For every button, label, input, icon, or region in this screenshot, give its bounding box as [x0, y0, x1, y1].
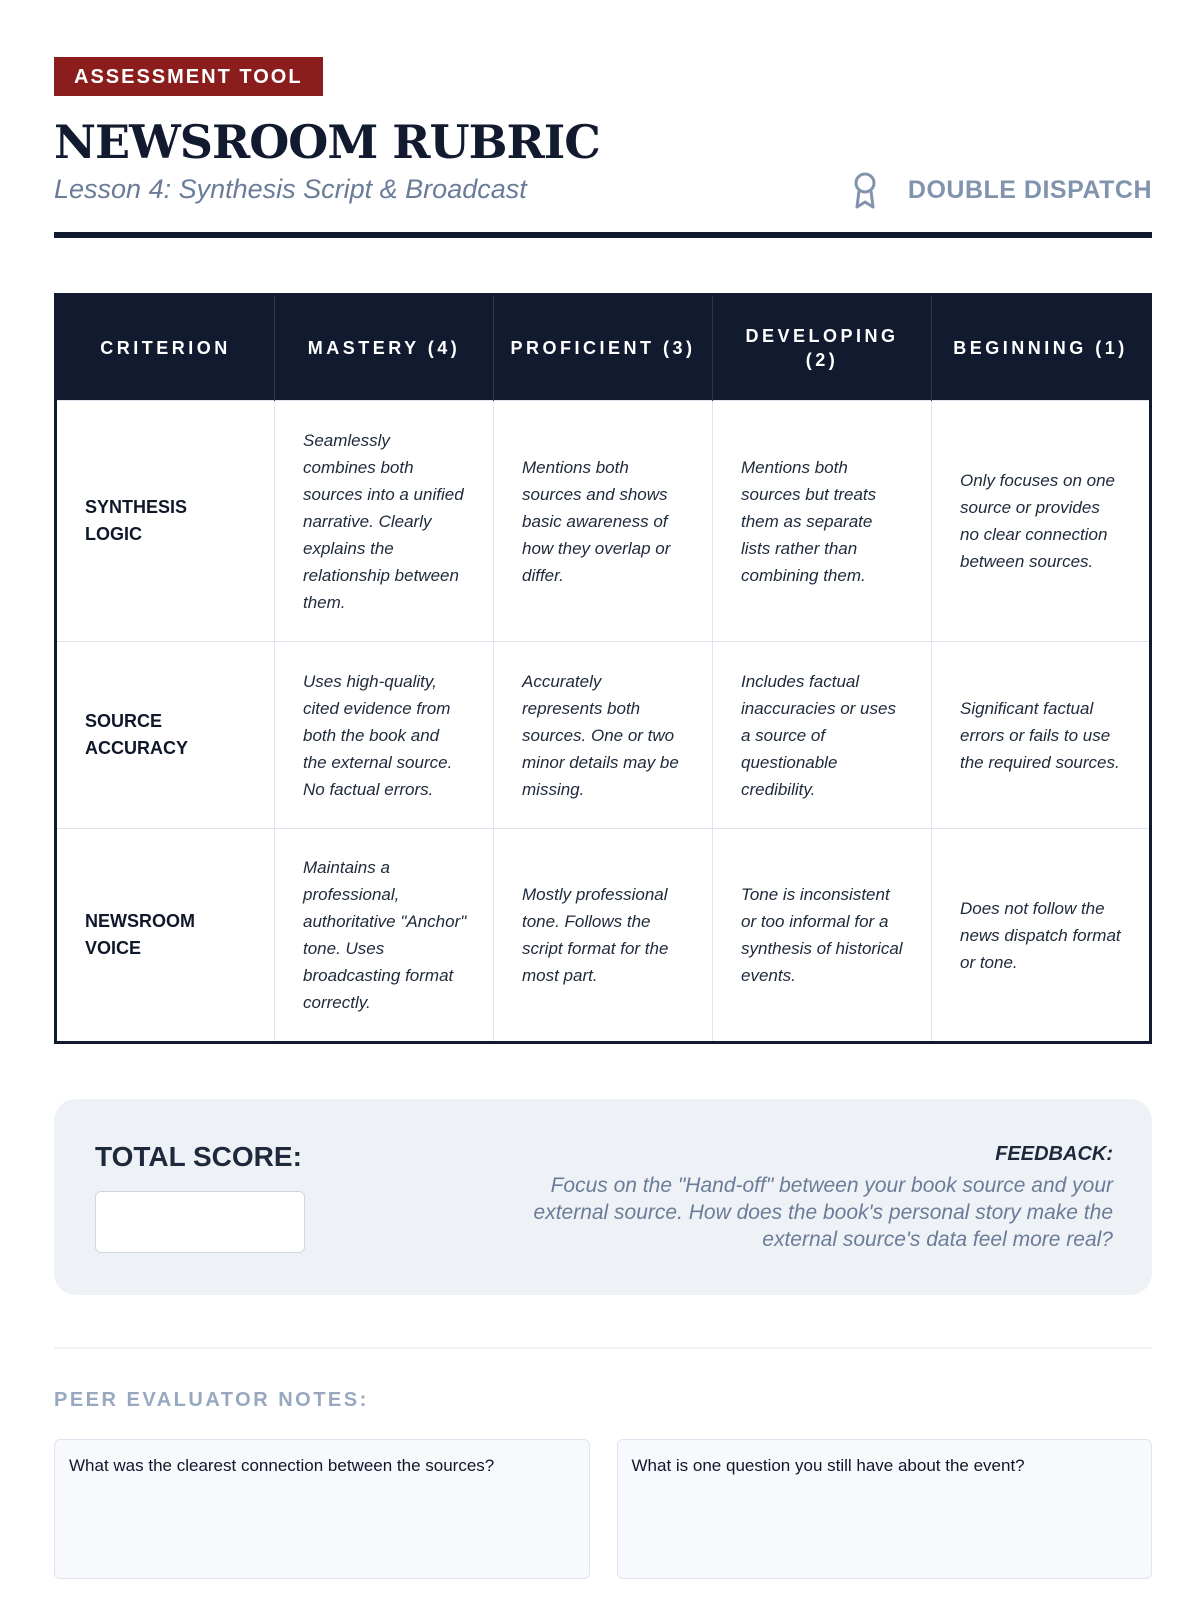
table-row	[56, 401, 1151, 642]
peer-note-field-1[interactable]: What was the clearest connection between the sources?	[54, 1439, 590, 1579]
score-panel	[54, 1099, 1152, 1295]
beginning-cell: Significant factual errors or fails to use the required sources.	[932, 642, 1151, 829]
developing-cell: Mentions both sources but treats them as separate lists rather than combining them.	[713, 401, 932, 642]
column-header-criterion: CRITERION	[56, 295, 275, 401]
criterion-cell: SOURCE ACCURACY	[56, 642, 275, 829]
total-score-input[interactable]	[95, 1191, 305, 1253]
page-subtitle: Lesson 4: Synthesis Script & Broadcast	[54, 174, 527, 204]
column-header-proficient: PROFICIENT (3)	[494, 295, 713, 401]
rubric-page	[54, 57, 1152, 1579]
beginning-cell: Only focuses on one source or provides no clear connection between sources.	[932, 401, 1151, 642]
mastery-cell: Maintains a professional, authoritative "Anchor" tone. Uses broadcasting format correctly.	[275, 829, 494, 1043]
feedback-text: Focus on the "Hand-off" between your book source and your external source. How does the book's personal story make the external source's data feel more real?	[533, 1174, 1113, 1251]
total-score-label: TOTAL SCORE:	[95, 1141, 302, 1172]
developing-cell: Tone is inconsistent or too informal for a synthesis of historical events.	[713, 829, 932, 1043]
mastery-cell: Uses high-quality, cited evidence from both the book and the external source. No factual errors.	[275, 642, 494, 829]
brand-name: DOUBLE DISPATCH	[907, 175, 1152, 204]
brand	[850, 170, 1152, 210]
page-header	[54, 114, 1152, 238]
mastery-cell: Seamlessly combines both sources into a unified narrative. Clearly explains the relationship between them.	[275, 401, 494, 642]
feedback-label: FEEDBACK:	[995, 1143, 1113, 1165]
developing-cell: Includes factual inaccuracies or uses a source of questionable credibility.	[713, 642, 932, 829]
page-title: NEWSROOM RUBRIC	[54, 115, 600, 169]
peer-note-field-2[interactable]: What is one question you still have about the event?	[617, 1439, 1153, 1579]
proficient-cell: Mostly professional tone. Follows the script format for the most part.	[494, 829, 713, 1043]
column-header-beginning: BEGINNING (1)	[932, 295, 1151, 401]
rubric-table	[54, 293, 1152, 1044]
table-row	[56, 642, 1151, 829]
column-header-developing: DEVELOPING (2)	[713, 295, 932, 401]
section-divider	[54, 1347, 1152, 1349]
criterion-cell: SYNTHESIS LOGIC	[56, 401, 275, 642]
rubric-header-row	[56, 295, 1151, 401]
proficient-cell: Accurately represents both sources. One or two minor details may be missing.	[494, 642, 713, 829]
feedback-block	[473, 1141, 1113, 1253]
table-row	[56, 829, 1151, 1043]
peer-notes-heading: PEER EVALUATOR NOTES:	[54, 1389, 369, 1411]
proficient-cell: Mentions both sources and shows basic awareness of how they overlap or differ.	[494, 401, 713, 642]
peer-notes	[54, 1439, 1152, 1579]
column-header-mastery: MASTERY (4)	[275, 295, 494, 401]
assessment-tag: ASSESSMENT TOOL	[54, 57, 323, 96]
award-ribbon-icon	[850, 170, 880, 210]
beginning-cell: Does not follow the news dispatch format or tone.	[932, 829, 1151, 1043]
criterion-cell: NEWSROOM VOICE	[56, 829, 275, 1043]
